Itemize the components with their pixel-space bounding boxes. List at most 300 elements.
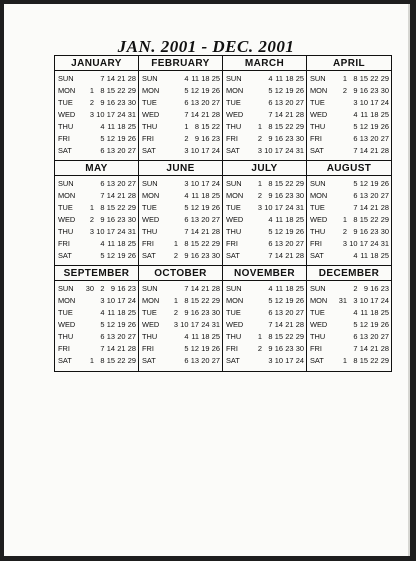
date-list	[251, 307, 304, 319]
date-number: 5	[184, 344, 189, 353]
month-block-july	[223, 161, 307, 266]
date-number: 14	[190, 227, 199, 236]
date-number: 10	[359, 98, 368, 107]
date-number: 17	[274, 146, 283, 155]
date-number: 25	[127, 308, 136, 317]
date-number: 9	[268, 191, 273, 200]
date-number: 28	[211, 284, 220, 293]
weekday-label: SAT	[142, 356, 156, 365]
date-number: 5	[184, 86, 189, 95]
date-list	[335, 307, 389, 319]
date-list	[167, 307, 220, 319]
date-list	[335, 238, 389, 250]
date-number: 5	[353, 122, 358, 131]
date-list	[251, 97, 304, 109]
date-number: 28	[211, 227, 220, 236]
weekday-label: SUN	[226, 284, 242, 293]
date-number: 14	[106, 191, 115, 200]
date-list	[83, 295, 136, 307]
date-number: 6	[268, 308, 273, 317]
date-list	[167, 283, 220, 295]
date-number: 28	[127, 191, 136, 200]
week-row	[58, 355, 136, 367]
weekday-label: WED	[226, 215, 244, 224]
date-number: 11	[191, 332, 199, 341]
date-number: 4	[100, 308, 105, 317]
date-list	[167, 178, 220, 190]
week-row	[226, 202, 304, 214]
week-row	[226, 85, 304, 97]
week-row	[142, 250, 220, 262]
date-number: 14	[190, 110, 199, 119]
date-number: 27	[211, 215, 220, 224]
weekday-label: THU	[58, 332, 74, 341]
date-number: 14	[274, 251, 283, 260]
date-number: 11	[360, 308, 368, 317]
weekday-label: WED	[310, 320, 328, 329]
date-number: 4	[268, 74, 273, 83]
date-list	[335, 250, 389, 262]
date-number: 15	[190, 239, 199, 248]
date-number: 18	[370, 110, 379, 119]
date-number: 1	[257, 332, 262, 341]
weekday-label: SAT	[142, 146, 156, 155]
date-number: 28	[295, 110, 304, 119]
date-number: 24	[380, 296, 389, 305]
week-row	[310, 238, 389, 250]
date-number: 26	[380, 320, 389, 329]
date-number: 27	[211, 356, 220, 365]
date-number: 11	[191, 74, 199, 83]
date-number: 10	[274, 356, 283, 365]
week-row	[310, 190, 389, 202]
date-number: 1	[342, 356, 347, 365]
weekday-label: THU	[226, 332, 242, 341]
date-number: 2	[257, 134, 262, 143]
weekday-label: SUN	[58, 74, 74, 83]
date-list	[167, 73, 220, 85]
date-number: 16	[274, 191, 283, 200]
week-row	[226, 121, 304, 133]
date-number: 26	[211, 344, 220, 353]
week-row	[226, 109, 304, 121]
weekday-label: THU	[58, 227, 74, 236]
date-number: 20	[285, 239, 294, 248]
date-number: 14	[106, 344, 115, 353]
week-row	[310, 307, 389, 319]
date-number: 27	[127, 179, 136, 188]
week-row	[58, 295, 136, 307]
date-number: 23	[370, 227, 379, 236]
week-row	[58, 73, 136, 85]
month-block-august	[307, 161, 391, 266]
date-number: 9	[268, 134, 273, 143]
date-number: 19	[201, 344, 210, 353]
date-list	[167, 133, 220, 145]
date-number: 12	[274, 86, 283, 95]
week-row	[310, 283, 389, 295]
date-number: 8	[268, 122, 273, 131]
date-number: 31	[338, 296, 347, 305]
week-row	[310, 214, 389, 226]
date-list	[335, 319, 389, 331]
date-number: 24	[295, 356, 304, 365]
date-number: 30	[85, 284, 94, 293]
date-number: 4	[268, 284, 273, 293]
weekday-label: FRI	[142, 134, 154, 143]
date-number: 28	[295, 320, 304, 329]
weekday-label: TUE	[142, 98, 157, 107]
week-row	[58, 133, 136, 145]
date-number: 10	[96, 110, 105, 119]
weekday-label: FRI	[310, 344, 322, 353]
date-number: 25	[211, 74, 220, 83]
weekday-label: TUE	[310, 203, 325, 212]
date-number: 13	[274, 98, 283, 107]
date-number: 18	[117, 239, 126, 248]
weekday-label: FRI	[310, 134, 322, 143]
date-number: 24	[117, 110, 126, 119]
date-number: 2	[173, 251, 178, 260]
week-row	[226, 295, 304, 307]
date-number: 28	[380, 344, 389, 353]
date-number: 4	[353, 251, 358, 260]
date-list	[83, 238, 136, 250]
date-number: 27	[380, 332, 389, 341]
date-number: 15	[201, 122, 210, 131]
date-number: 15	[359, 215, 368, 224]
date-number: 18	[285, 284, 294, 293]
date-list	[335, 226, 389, 238]
week-row	[310, 109, 389, 121]
date-number: 2	[257, 191, 262, 200]
date-number: 21	[201, 284, 210, 293]
weekday-label: FRI	[310, 239, 322, 248]
date-list	[83, 331, 136, 343]
date-number: 30	[211, 251, 220, 260]
date-number: 11	[275, 284, 283, 293]
date-number: 12	[106, 134, 115, 143]
date-number: 14	[359, 344, 368, 353]
date-number: 13	[106, 332, 115, 341]
date-number: 17	[190, 320, 199, 329]
weekday-label: MON	[310, 86, 328, 95]
date-number: 7	[184, 227, 189, 236]
date-number: 7	[268, 110, 273, 119]
date-number: 18	[370, 251, 379, 260]
date-number: 23	[285, 134, 294, 143]
date-number: 29	[127, 356, 136, 365]
week-row	[310, 133, 389, 145]
date-number: 18	[117, 122, 126, 131]
weekday-label: MON	[142, 191, 160, 200]
date-number: 2	[342, 227, 347, 236]
date-number: 24	[285, 203, 294, 212]
week-row	[142, 73, 220, 85]
date-list	[83, 307, 136, 319]
date-number: 1	[89, 203, 94, 212]
date-list	[251, 190, 304, 202]
date-number: 25	[380, 308, 389, 317]
date-number: 24	[380, 98, 389, 107]
date-number: 5	[353, 179, 358, 188]
date-number: 23	[370, 86, 379, 95]
date-list	[167, 121, 220, 133]
date-number: 3	[89, 110, 94, 119]
date-number: 22	[117, 356, 126, 365]
date-number: 30	[295, 191, 304, 200]
date-number: 15	[274, 179, 283, 188]
date-number: 28	[211, 110, 220, 119]
date-number: 29	[295, 179, 304, 188]
date-number: 8	[194, 122, 199, 131]
date-number: 12	[274, 227, 283, 236]
date-number: 21	[117, 74, 126, 83]
date-number: 5	[353, 320, 358, 329]
week-row	[226, 73, 304, 85]
weekday-label: SUN	[310, 284, 326, 293]
date-list	[83, 178, 136, 190]
date-number: 13	[274, 239, 283, 248]
date-number: 16	[106, 98, 115, 107]
weekday-label: SUN	[310, 74, 326, 83]
week-row	[226, 226, 304, 238]
weekday-label: TUE	[226, 308, 241, 317]
date-number: 24	[211, 179, 220, 188]
date-list	[83, 319, 136, 331]
date-number: 26	[127, 251, 136, 260]
date-number: 9	[363, 284, 368, 293]
date-number: 11	[107, 239, 115, 248]
date-number: 21	[201, 227, 210, 236]
week-row	[58, 145, 136, 157]
date-number: 15	[274, 332, 283, 341]
date-list	[167, 202, 220, 214]
date-number: 2	[342, 86, 347, 95]
date-number: 20	[201, 98, 210, 107]
date-list	[83, 250, 136, 262]
weekday-label: WED	[142, 320, 160, 329]
date-number: 22	[201, 296, 210, 305]
week-row	[310, 121, 389, 133]
date-number: 21	[201, 110, 210, 119]
date-number: 15	[359, 74, 368, 83]
week-row	[310, 343, 389, 355]
date-number: 15	[274, 122, 283, 131]
date-number: 6	[353, 134, 358, 143]
date-number: 1	[173, 296, 178, 305]
week-row	[226, 190, 304, 202]
date-number: 11	[107, 122, 115, 131]
date-list	[335, 295, 389, 307]
week-row	[142, 202, 220, 214]
week-row	[142, 283, 220, 295]
date-number: 5	[100, 320, 105, 329]
date-number: 19	[201, 86, 210, 95]
weekday-label: THU	[226, 122, 242, 131]
weekday-label: SAT	[226, 356, 240, 365]
date-number: 19	[201, 203, 210, 212]
week-row	[310, 295, 389, 307]
date-list	[167, 355, 220, 367]
week-row	[58, 250, 136, 262]
week-row	[142, 190, 220, 202]
date-number: 29	[127, 203, 136, 212]
date-number: 27	[380, 134, 389, 143]
date-number: 31	[295, 203, 304, 212]
weekday-label: WED	[310, 110, 328, 119]
weekday-label: THU	[58, 122, 74, 131]
date-number: 13	[190, 98, 199, 107]
date-number: 10	[106, 296, 115, 305]
date-list	[83, 133, 136, 145]
date-number: 9	[100, 98, 105, 107]
week-row	[58, 190, 136, 202]
date-number: 11	[275, 215, 283, 224]
month-block-january	[55, 56, 139, 161]
week-row	[58, 214, 136, 226]
month-name: MAY	[55, 162, 138, 176]
date-number: 6	[353, 191, 358, 200]
date-list	[335, 355, 389, 367]
date-number: 26	[211, 86, 220, 95]
date-number: 8	[268, 179, 273, 188]
weekday-label: TUE	[58, 203, 73, 212]
date-number: 8	[184, 296, 189, 305]
date-number: 17	[106, 110, 115, 119]
date-number: 6	[353, 332, 358, 341]
month-block-november	[223, 266, 307, 371]
date-number: 7	[100, 74, 105, 83]
date-number: 3	[100, 296, 105, 305]
month-name: FEBRUARY	[139, 57, 222, 71]
date-list	[335, 214, 389, 226]
date-number: 12	[106, 320, 115, 329]
weekday-label: FRI	[142, 344, 154, 353]
date-number: 19	[117, 251, 126, 260]
date-number: 1	[342, 215, 347, 224]
date-number: 5	[100, 251, 105, 260]
date-list	[335, 121, 389, 133]
date-number: 4	[100, 122, 105, 131]
date-number: 26	[127, 320, 136, 329]
date-number: 4	[184, 332, 189, 341]
week-row	[226, 283, 304, 295]
date-number: 13	[359, 332, 368, 341]
date-list	[83, 283, 136, 295]
date-list	[335, 85, 389, 97]
date-number: 29	[295, 122, 304, 131]
week-row	[226, 307, 304, 319]
date-number: 7	[184, 284, 189, 293]
date-number: 25	[211, 332, 220, 341]
week-row	[310, 202, 389, 214]
date-number: 4	[184, 191, 189, 200]
weekday-label: SAT	[310, 146, 324, 155]
date-number: 3	[184, 146, 189, 155]
date-number: 10	[264, 203, 273, 212]
weekday-label: WED	[310, 215, 328, 224]
date-number: 13	[359, 134, 368, 143]
weekday-label: FRI	[58, 134, 70, 143]
week-row	[142, 109, 220, 121]
date-number: 18	[285, 74, 294, 83]
date-number: 20	[370, 134, 379, 143]
weekday-label: TUE	[142, 203, 157, 212]
date-number: 21	[370, 344, 379, 353]
date-number: 13	[106, 179, 115, 188]
date-number: 15	[359, 356, 368, 365]
calendar-card	[4, 4, 410, 556]
date-number: 14	[359, 146, 368, 155]
date-number: 22	[370, 74, 379, 83]
date-number: 18	[201, 191, 210, 200]
date-list	[83, 214, 136, 226]
date-number: 8	[100, 203, 105, 212]
date-number: 13	[190, 215, 199, 224]
date-number: 11	[107, 308, 115, 317]
weekday-label: THU	[142, 122, 158, 131]
week-row	[142, 307, 220, 319]
date-list	[167, 85, 220, 97]
week-row	[142, 226, 220, 238]
month-name: JUNE	[139, 162, 222, 176]
date-number: 29	[380, 215, 389, 224]
date-number: 17	[201, 179, 210, 188]
date-list	[83, 73, 136, 85]
date-number: 14	[190, 284, 199, 293]
weekday-label: WED	[142, 110, 160, 119]
date-number: 22	[370, 215, 379, 224]
weekday-label: SAT	[58, 356, 72, 365]
week-row	[142, 238, 220, 250]
weekday-label: WED	[58, 110, 76, 119]
weekday-label: MON	[58, 296, 76, 305]
weekday-label: SUN	[142, 284, 158, 293]
weekday-label: FRI	[226, 344, 238, 353]
month-name: OCTOBER	[139, 267, 222, 281]
date-number: 7	[100, 344, 105, 353]
week-row	[142, 121, 220, 133]
date-number: 15	[190, 296, 199, 305]
date-number: 17	[370, 98, 379, 107]
week-row	[142, 331, 220, 343]
date-number: 8	[353, 356, 358, 365]
week-row	[142, 295, 220, 307]
date-number: 30	[127, 215, 136, 224]
date-number: 28	[380, 146, 389, 155]
date-number: 2	[257, 344, 262, 353]
date-number: 2	[173, 308, 178, 317]
date-number: 24	[117, 227, 126, 236]
month-name: MARCH	[223, 57, 306, 71]
date-number: 4	[353, 110, 358, 119]
date-number: 9	[353, 86, 358, 95]
week-row	[58, 178, 136, 190]
date-list	[335, 283, 389, 295]
weekday-label: SUN	[58, 179, 74, 188]
date-number: 27	[380, 191, 389, 200]
date-number: 16	[274, 344, 283, 353]
weekday-label: WED	[58, 215, 76, 224]
weekday-label: MON	[226, 296, 244, 305]
date-list	[83, 97, 136, 109]
date-number: 20	[201, 215, 210, 224]
date-number: 10	[190, 146, 199, 155]
weekday-label: SUN	[310, 179, 326, 188]
date-number: 24	[127, 296, 136, 305]
date-list	[83, 109, 136, 121]
